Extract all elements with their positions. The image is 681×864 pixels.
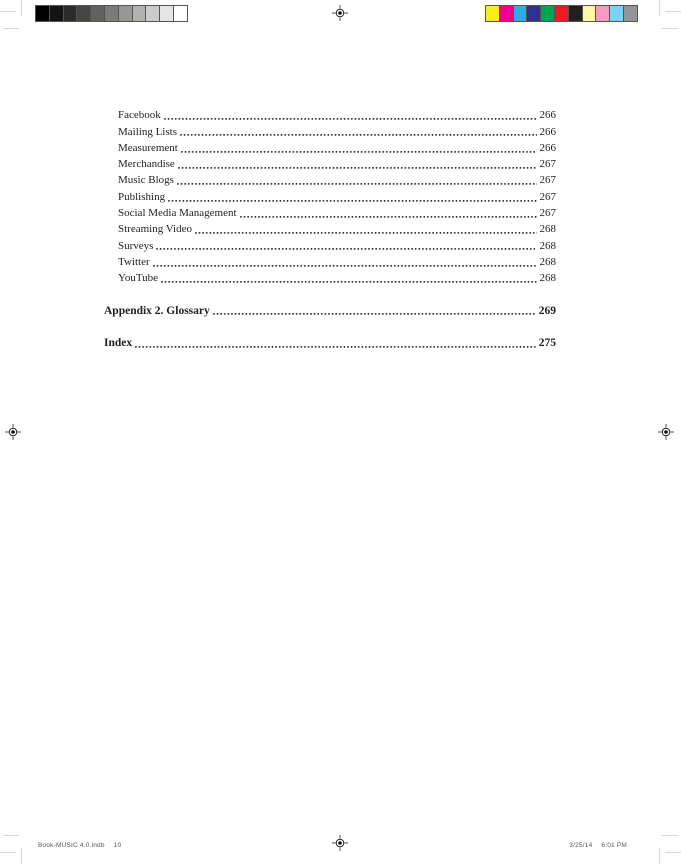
dot-leader	[178, 165, 537, 169]
toc-entry-label: Music Blogs	[118, 174, 174, 187]
toc-entry-label: Measurement	[118, 141, 178, 154]
dot-leader	[156, 247, 536, 251]
toc-entry-label: Mailing Lists	[118, 125, 177, 138]
registration-mark-right	[658, 424, 674, 440]
toc-index-row	[104, 335, 556, 351]
calibration-swatch	[513, 5, 528, 22]
calibration-swatch	[104, 5, 119, 22]
footer-time: 6:01 PM	[601, 842, 627, 849]
toc-entry-label: YouTube	[118, 272, 159, 285]
toc-entry-page: 267	[539, 207, 556, 220]
footer-slug-right	[569, 842, 627, 849]
calibration-swatch	[609, 5, 624, 22]
toc-entry-label: Social Media Management	[118, 207, 237, 220]
footer-date: 3/25/14	[569, 842, 593, 849]
dot-leader	[177, 181, 537, 185]
dot-leader	[213, 312, 536, 316]
toc-entry-row	[104, 140, 556, 156]
calibration-swatch	[173, 5, 188, 22]
toc-entry-page: 267	[539, 174, 556, 187]
crop-mark	[665, 852, 681, 853]
dot-leader	[153, 263, 537, 267]
calibration-swatch	[485, 5, 500, 22]
toc-entry-row	[104, 205, 556, 221]
toc-entry-list	[104, 107, 556, 286]
toc-entry-page: 267	[539, 190, 556, 203]
toc-entry-row	[104, 254, 556, 270]
crop-mark	[665, 11, 681, 12]
calibration-swatch	[132, 5, 147, 22]
color-calibration-bar	[485, 5, 638, 22]
toc-entry-page: 266	[539, 125, 556, 138]
crop-mark	[0, 852, 16, 853]
toc-entry-page: 266	[539, 109, 556, 122]
toc-appendix-label: Appendix 2. Glossary	[104, 304, 210, 317]
registration-mark-bottom	[332, 835, 348, 851]
calibration-swatch	[118, 5, 133, 22]
toc-index-label: Index	[104, 336, 133, 349]
toc-entry-row	[104, 172, 556, 188]
crop-mark	[659, 848, 660, 864]
crop-mark	[662, 28, 678, 29]
calibration-swatch	[582, 5, 597, 22]
crop-mark	[3, 835, 19, 836]
toc-entry-row	[104, 270, 556, 286]
toc-entry-row	[104, 107, 556, 123]
toc-entry-row	[104, 237, 556, 253]
calibration-swatch	[49, 5, 64, 22]
dot-leader	[161, 279, 536, 283]
toc-appendix-page: 269	[538, 304, 556, 317]
calibration-swatch	[90, 5, 105, 22]
toc-entry-label: Twitter	[118, 255, 150, 268]
toc-entry-row	[104, 123, 556, 139]
dot-leader	[180, 133, 537, 137]
calibration-swatch	[63, 5, 78, 22]
calibration-swatch	[526, 5, 541, 22]
toc-entry-label: Surveys	[118, 239, 154, 252]
toc-appendix-row	[104, 302, 556, 318]
calibration-swatch	[35, 5, 50, 22]
calibration-swatch	[540, 5, 555, 22]
toc-entry-row	[104, 156, 556, 172]
calibration-swatch	[76, 5, 91, 22]
dot-leader	[164, 116, 537, 120]
footer-filename: Book-MUSIC 4.0.indb	[38, 842, 105, 849]
toc-entry-row	[104, 188, 556, 204]
toc-entry-label: Merchandise	[118, 158, 175, 171]
grayscale-calibration-bar	[35, 5, 188, 22]
calibration-swatch	[623, 5, 638, 22]
crop-mark	[659, 0, 660, 16]
toc-index-page: 275	[538, 336, 556, 349]
crop-mark	[3, 28, 19, 29]
dot-leader	[240, 214, 537, 218]
crop-mark	[0, 11, 16, 12]
toc-entry-page: 268	[539, 272, 556, 285]
crop-mark	[21, 848, 22, 864]
calibration-swatch	[159, 5, 174, 22]
footer-page-number: 10	[113, 842, 122, 849]
dot-leader	[181, 149, 537, 153]
table-of-contents	[104, 107, 556, 351]
registration-mark-left	[5, 424, 21, 440]
toc-entry-page: 268	[539, 255, 556, 268]
dot-leader	[135, 344, 536, 348]
toc-entry-page: 267	[539, 158, 556, 171]
calibration-swatch	[499, 5, 514, 22]
crop-mark	[21, 0, 22, 16]
dot-leader	[168, 198, 536, 202]
calibration-swatch	[568, 5, 583, 22]
toc-entry-page: 268	[539, 223, 556, 236]
toc-entry-page: 266	[539, 141, 556, 154]
footer-slug-left	[38, 842, 121, 849]
toc-entry-page: 268	[539, 239, 556, 252]
calibration-swatch	[595, 5, 610, 22]
registration-mark-top	[332, 5, 348, 21]
calibration-swatch	[145, 5, 160, 22]
dot-leader	[195, 230, 537, 234]
toc-entry-label: Publishing	[118, 190, 166, 203]
crop-mark	[662, 835, 678, 836]
calibration-swatch	[554, 5, 569, 22]
toc-entry-row	[104, 221, 556, 237]
toc-entry-label: Streaming Video	[118, 223, 192, 236]
toc-entry-label: Facebook	[118, 109, 161, 122]
